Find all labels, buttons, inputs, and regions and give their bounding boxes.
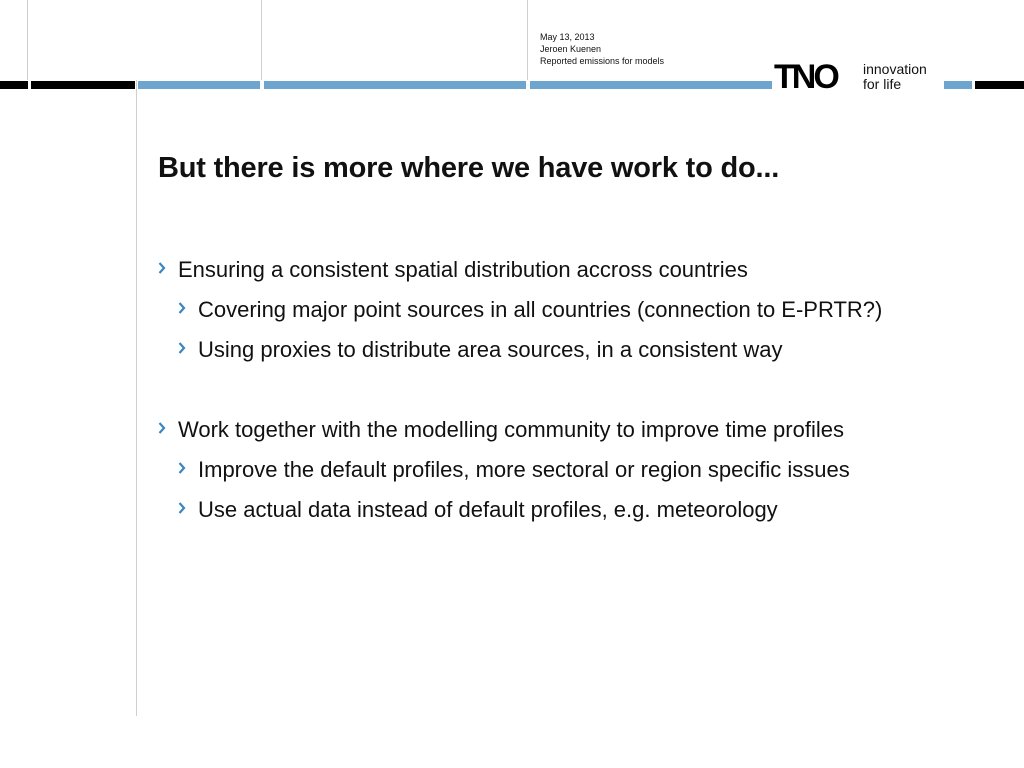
sub-bullet-item bbox=[158, 290, 978, 330]
sub-bullet-item bbox=[158, 450, 978, 490]
divider-line bbox=[27, 0, 28, 80]
chevron-right-icon bbox=[178, 342, 186, 354]
divider-line bbox=[261, 0, 262, 80]
header-bar-blue bbox=[138, 81, 260, 89]
header-bar-dark-right bbox=[975, 81, 1024, 89]
bullet-text: Work together with the modelling community to improve time profiles bbox=[178, 417, 844, 442]
divider-line bbox=[527, 0, 528, 80]
sub-bullet-item bbox=[158, 330, 978, 370]
bullet-text: Ensuring a consistent spatial distribution accross countries bbox=[178, 257, 748, 282]
bullet-list bbox=[158, 250, 978, 530]
bullet-item bbox=[158, 410, 978, 450]
chevron-right-icon bbox=[158, 262, 166, 274]
meta-date: May 13, 2013 bbox=[540, 32, 595, 42]
left-margin-line bbox=[136, 80, 137, 716]
slide-meta bbox=[540, 31, 664, 67]
meta-subject: Reported emissions for models bbox=[540, 56, 665, 66]
header-bar-dark bbox=[31, 81, 135, 89]
bullet-text: Use actual data instead of default profiles, e.g. meteorology bbox=[198, 497, 778, 522]
chevron-right-icon bbox=[178, 462, 186, 474]
bullet-item bbox=[158, 250, 978, 290]
meta-author: Jeroen Kuenen bbox=[540, 44, 602, 54]
logo-brand: TNO bbox=[774, 58, 837, 94]
tno-logo bbox=[774, 58, 944, 94]
logo-tagline-line1: innovation bbox=[863, 61, 927, 77]
header-bar-dark-left bbox=[0, 81, 28, 89]
bullet-text: Improve the default profiles, more sectoral or region specific issues bbox=[198, 457, 850, 482]
header-bar-blue bbox=[530, 81, 772, 89]
bullet-text: Using proxies to distribute area sources, in a consistent way bbox=[198, 337, 783, 362]
sub-bullet-item bbox=[158, 490, 978, 530]
chevron-right-icon bbox=[178, 302, 186, 314]
logo-tagline-line2: for life bbox=[863, 76, 902, 92]
chevron-right-icon bbox=[178, 502, 186, 514]
bullet-text: Covering major point sources in all countries (connection to E-PRTR?) bbox=[198, 297, 883, 322]
header-bar-blue bbox=[264, 81, 526, 89]
slide-title: But there is more where we have work to do... bbox=[158, 152, 780, 184]
chevron-right-icon bbox=[158, 422, 166, 434]
